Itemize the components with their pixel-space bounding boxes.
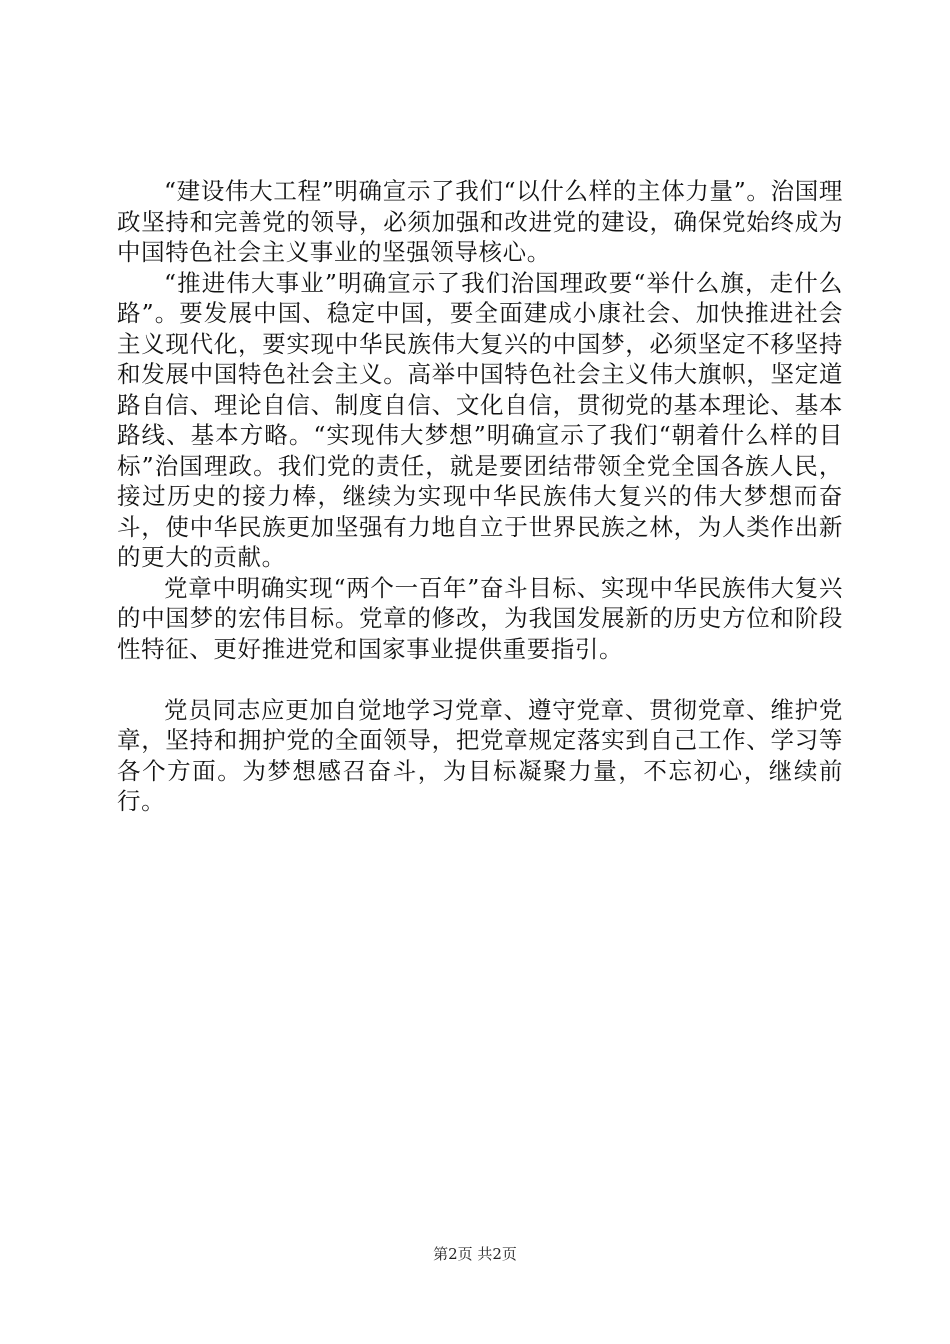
paragraph-great-project: “建设伟大工程”明确宣示了我们“以什么样的主体力量”。治国理政坚持和完善党的领导，必须加强和改进党的建设，确保党始终成为中国特色社会主义事业的坚强领导核心。 [117, 177, 843, 266]
paragraph-great-cause: “推进伟大事业”明确宣示了我们治国理政要“举什么旗，走什么路”。要发展中国、稳定中国，要全面建成小康社会、加快推进社会主义现代化，要实现中华民族伟大复兴的中国梦，必须坚定不移坚持和发展中国特色社会主义。高举中国特色社会主义伟大旗帜，坚定道路自信、理论自信、制度自信、文化自信，贯彻党的基本理论、基本路线、基本方略。“实现伟大梦想”明确宣示了我们“朝着什么样的目标”治国理政。我们党的责任，就是要团结带领全党全国各族人民，接过历史的接力棒，继续为实现中华民族伟大复兴的伟大梦想而奋斗，使中华民族更加坚强有力地自立于世界民族之林，为人类作出新的更大的贡献。 [117, 268, 843, 571]
paragraph-party-constitution: 党章中明确实现“两个一百年”奋斗目标、实现中华民族伟大复兴的中国梦的宏伟目标。党章的修改，为我国发展新的历史方位和阶段性特征、更好推进党和国家事业提供重要指引。 [117, 573, 843, 663]
paragraph-party-members: 党员同志应更加自觉地学习党章、遵守党章、贯彻党章、维护党章，坚持和拥护党的全面领导，把党章规定落实到自己工作、学习等各个方面。为梦想感召奋斗，为目标凝聚力量，不忘初心，继续前行。 [117, 695, 843, 815]
document-body [117, 176, 843, 817]
page-number-footer: 第2页 共2页 [433, 1245, 517, 1263]
